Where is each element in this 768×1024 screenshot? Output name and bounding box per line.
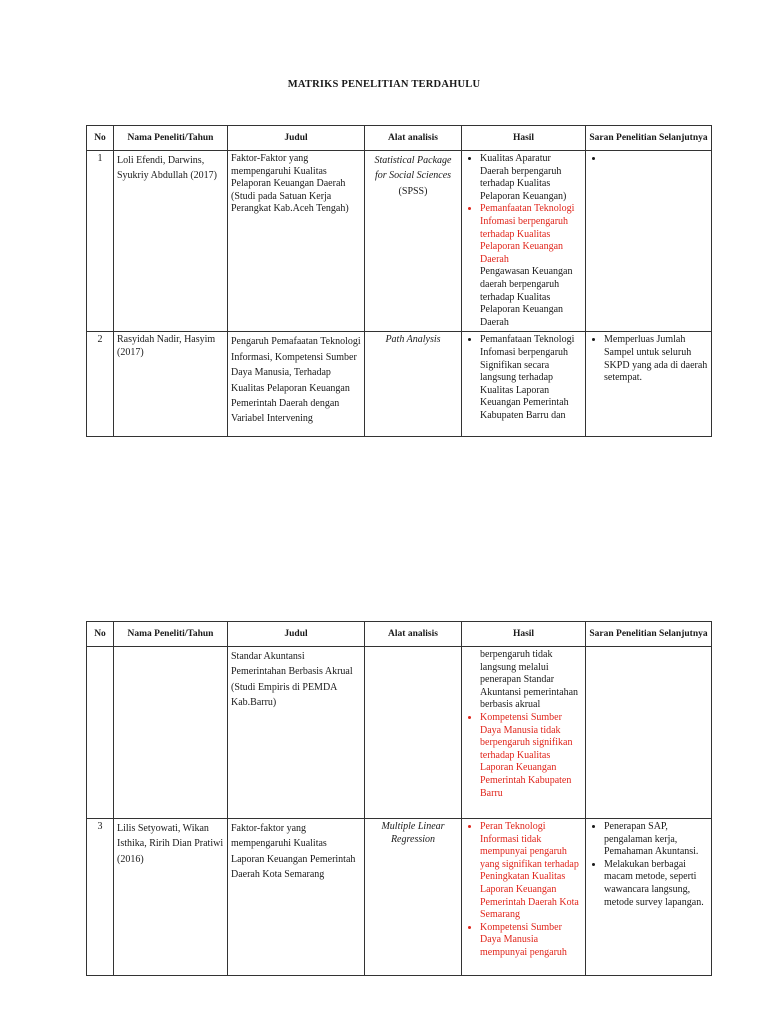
row-nama: Lilis Setyowati, Wikan Isthika, Ririh Dian Pratiwi (2016)	[114, 819, 228, 976]
alat-suffix: (SPSS)	[398, 185, 428, 197]
row-alat	[365, 647, 462, 819]
alat-italic: Statistical Package for Social Sciences	[374, 155, 452, 182]
saran-bullet: • Penerapan SAP, pengalaman kerja, Pemahaman Akuntansi.	[604, 821, 708, 859]
row-nama: Loli Efendi, Darwins, Syukriy Abdullah (2017)	[114, 151, 228, 332]
header-no: No	[87, 622, 114, 647]
research-matrix-table-2	[86, 621, 712, 976]
header-saran: Saran Penelitian Selanjutnya	[586, 126, 712, 151]
header-judul: Judul	[228, 126, 365, 151]
table-row	[87, 647, 712, 819]
row-hasil	[462, 819, 586, 976]
row-nama	[114, 647, 228, 819]
row-saran	[586, 151, 712, 332]
table-row	[87, 819, 712, 976]
row-no	[87, 647, 114, 819]
row-alat: Multiple Linear Regression	[365, 819, 462, 976]
header-no: No	[87, 126, 114, 151]
hasil-bullet: • Kompetensi Sumber Daya Manusia tidak berpengaruh signifikan terhadap Kualitas Laporan Keuangan Pemerintah Kabupaten Barru	[480, 712, 582, 800]
table-row	[87, 151, 712, 332]
hasil-bullet: • Pemanfaatan Teknologi Infomasi berpengaruh terhadap Kualitas Pelaporan Keuangan Daerah	[480, 203, 582, 266]
document-title: MATRIKS PENELITIAN TERDAHULU	[287, 79, 481, 90]
row-hasil	[462, 647, 586, 819]
header-nama: Nama Peneliti/Tahun	[114, 622, 228, 647]
table-header-row	[87, 126, 712, 151]
hasil-bullet: • Kualitas Aparatur Daerah berpengaruh terhadap Kualitas Pelaporan Keuangan)	[480, 153, 582, 203]
header-hasil: Hasil	[462, 622, 586, 647]
row-judul: Standar Akuntansi Pemerintahan Berbasis Akrual (Studi Empiris di PEMDA Kab.Barru)	[228, 647, 365, 819]
row-no: 1	[87, 151, 114, 332]
hasil-bullet: • Pemanfataan Teknologi Infomasi berpengaruh Signifikan secara langsung terhadap Kualitas Laporan Keuangan Pemerintah Kabupaten Barru dan	[480, 334, 582, 422]
row-no: 2	[87, 332, 114, 437]
row-no: 3	[87, 819, 114, 976]
saran-bullet	[604, 153, 708, 166]
row-judul: Pengaruh Pemafaatan Teknologi Informasi, Kompetensi Sumber Daya Manusia, Terhadap Kualitas Pelaporan Keuangan Pemerintah Daerah dengan Variabel Intervening	[228, 332, 365, 437]
hasil-bullet: • Kompetensi Sumber Daya Manusia mempunyai pengaruh	[480, 922, 582, 960]
hasil-continued: berpengaruh tidak langsung melalui penerapan Standar Akuntansi pemerintahan berbasis akrual	[480, 649, 579, 711]
row-hasil	[462, 332, 586, 437]
table-header-row	[87, 622, 712, 647]
header-alat: Alat analisis	[365, 126, 462, 151]
header-alat: Alat analisis	[365, 622, 462, 647]
research-matrix-table-1	[86, 125, 712, 437]
saran-bullet: • Melakukan berbagai macam metode, seperti wawancara langsung, metode survey lapangan.	[604, 859, 708, 909]
row-saran	[586, 332, 712, 437]
hasil-bullet: • Peran Teknologi Informasi tidak mempunyai pengaruh yang signifikan terhadap Peningkatan Kualitas Laporan Keuangan Pemerintah Daerah Kota Semarang	[480, 821, 582, 922]
row-nama: Rasyidah Nadir, Hasyim (2017)	[114, 332, 228, 437]
row-judul: Faktor-faktor yang mempengaruhi Kualitas Laporan Keuangan Pemerintah Daerah Kota Semarang	[228, 819, 365, 976]
row-alat	[365, 151, 462, 332]
table-row	[87, 332, 712, 437]
header-nama: Nama Peneliti/Tahun	[114, 126, 228, 151]
row-hasil	[462, 151, 586, 332]
header-hasil: Hasil	[462, 126, 586, 151]
saran-bullet: • Memperluas Jumlah Sampel untuk seluruh SKPD yang ada di daerah setempat.	[604, 334, 708, 384]
row-saran	[586, 647, 712, 819]
row-saran	[586, 819, 712, 976]
row-alat: Path Analysis	[365, 332, 462, 437]
row-judul: Faktor-Faktor yang mempengaruhi Kualitas Pelaporan Keuangan Daerah (Studi pada Satuan Kerja Perangkat Kab.Aceh Tengah)	[228, 151, 365, 332]
header-saran: Saran Penelitian Selanjutnya	[586, 622, 712, 647]
hasil-continued: Pengawasan Keuangan daerah berpengaruh terhadap Kualitas Pelaporan Keuangan Daerah	[480, 266, 573, 328]
header-judul: Judul	[228, 622, 365, 647]
